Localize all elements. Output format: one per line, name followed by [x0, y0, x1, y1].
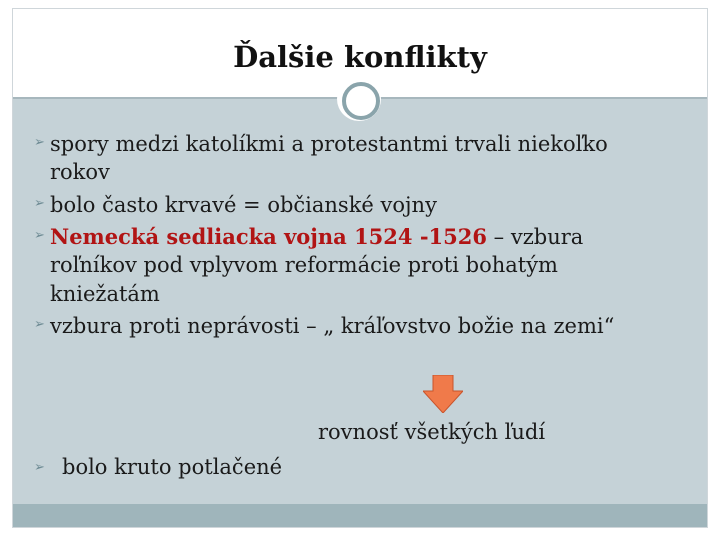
arrow-caption: rovnosť všetkých ľudí — [318, 420, 546, 444]
down-arrow-icon — [423, 375, 463, 413]
slide-title: Ďalšie konflikty — [233, 40, 487, 74]
bullet-text: bolo často krvavé = občianské vojny — [50, 192, 437, 217]
highlight-text: Nemecká sedliacka vojna 1524 -1526 — [50, 224, 487, 250]
bullet-list — [36, 130, 696, 344]
bullet-text: vzbura proti neprávosti – „ kráľovstvo božie na zemi“ — [50, 314, 615, 339]
bullet-item — [36, 312, 696, 340]
bullet-item — [36, 223, 696, 308]
bullet-text: – vzbura — [487, 225, 584, 250]
circle-ornament-icon — [342, 82, 380, 120]
bullet-arrow-icon: ➢ — [34, 228, 45, 244]
bullet-arrow-icon: ➢ — [34, 317, 45, 333]
bottom-bar — [13, 504, 707, 527]
bullet-item — [36, 130, 696, 187]
bullet-arrow-icon: ➢ — [34, 135, 45, 150]
bullet-item — [36, 191, 696, 219]
bullet-text-continuation: kniežatám — [50, 281, 160, 306]
bullet-text-continuation: rokov — [50, 160, 110, 185]
bullet-text: bolo kruto potlačené — [62, 455, 283, 479]
bullet-arrow-icon: ➢ — [34, 195, 45, 211]
bullet-text-continuation: roľníkov pod vplyvom reformácie proti bohatým — [50, 253, 558, 278]
bullet-arrow-icon: ➢ — [34, 460, 45, 475]
bullet-item — [36, 455, 282, 479]
bullet-text: spory medzi katolíkmi a protestantmi trvali niekoľko — [50, 132, 608, 156]
